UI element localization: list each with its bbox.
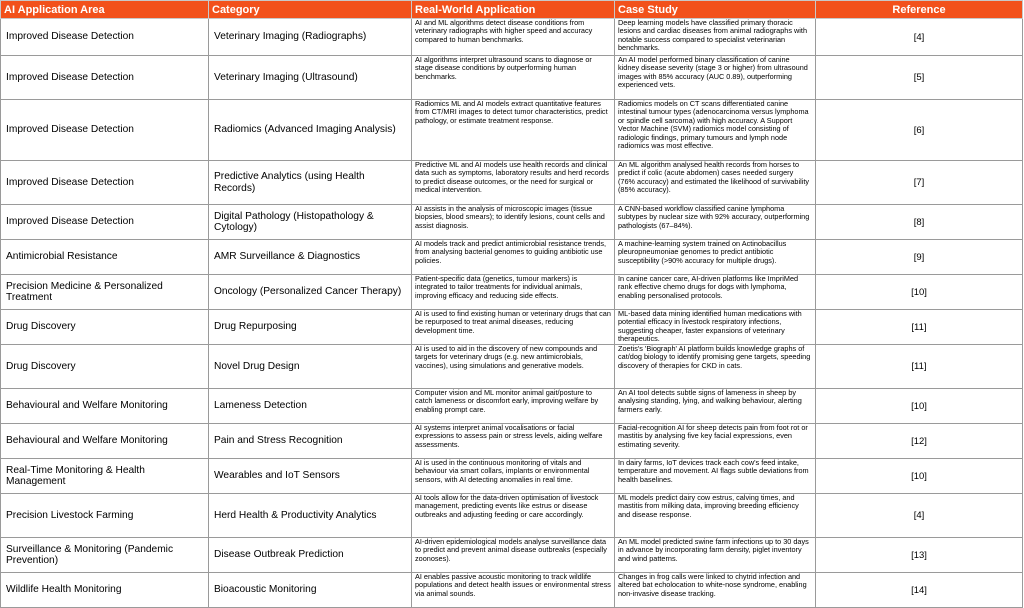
cell-case-study: ML-based data mining identified human medications with potential efficacy in livestock respiratory infections, suggesting cheaper, faster expansions of veterinary therapeutics. xyxy=(615,310,816,345)
cell-area: Drug Discovery xyxy=(1,310,209,345)
cell-area: Improved Disease Detection xyxy=(1,100,209,161)
cell-application: AI algorithms interpret ultrasound scans to diagnose or stage disease conditions by outperforming human benchmarks. xyxy=(412,56,615,100)
cell-reference: [10] xyxy=(816,459,1023,494)
column-header-area: AI Application Area xyxy=(1,1,209,19)
cell-case-study: A CNN-based workflow classified canine lymphoma subtypes by nuclear size with 92% accuracy, outperforming pathologists (67–84%). xyxy=(615,205,816,240)
cell-case-study: Radiomics models on CT scans differentiated canine intestinal tumour types (adenocarcinoma versus lymphoma or spindle cell sarcoma) with high accuracy. A Support Vector Machine (SVM) radiomics model consisting of radiologic findings, primary tumours and lymph node radiomics was most effective. xyxy=(615,100,816,161)
table-row xyxy=(1,161,1023,205)
cell-case-study: Changes in frog calls were linked to chytrid infection and altered bat echolocation to white-nose syndrome, enabling non-invasive disease tracking. xyxy=(615,573,816,608)
cell-application: AI models track and predict antimicrobial resistance trends, from analysing bacterial genomes to guiding antibiotic use policies. xyxy=(412,240,615,275)
cell-category: Drug Repurposing xyxy=(209,310,412,345)
cell-category: Oncology (Personalized Cancer Therapy) xyxy=(209,275,412,310)
cell-reference: [12] xyxy=(816,424,1023,459)
column-header-category: Category xyxy=(209,1,412,19)
table-row xyxy=(1,275,1023,310)
cell-area: Real-Time Monitoring & Health Management xyxy=(1,459,209,494)
cell-area: Improved Disease Detection xyxy=(1,19,209,56)
cell-case-study: An AI tool detects subtle signs of lameness in sheep by analysing standing, lying, and walking behaviour, alerting farmers early. xyxy=(615,389,816,424)
table-row xyxy=(1,459,1023,494)
cell-application: AI enables passive acoustic monitoring to track wildlife populations and detect health issues or environmental stress via animal sounds. xyxy=(412,573,615,608)
cell-category: Digital Pathology (Histopathology & Cytology) xyxy=(209,205,412,240)
table-row xyxy=(1,538,1023,573)
cell-application: Computer vision and ML monitor animal gait/posture to catch lameness or discomfort early, improving welfare by enabling prompt care. xyxy=(412,389,615,424)
cell-area: Precision Livestock Farming xyxy=(1,494,209,538)
cell-case-study: Facial-recognition AI for sheep detects pain from foot rot or mastitis by analysing five key facial expressions, even estimating severity. xyxy=(615,424,816,459)
cell-area: Improved Disease Detection xyxy=(1,205,209,240)
cell-application: AI-driven epidemiological models analyse surveillance data to predict and prevent animal disease outbreaks (especially zoonoses). xyxy=(412,538,615,573)
table-header-row xyxy=(1,1,1023,19)
cell-area: Precision Medicine & Personalized Treatment xyxy=(1,275,209,310)
cell-application: AI is used in the continuous monitoring of vitals and behaviour via smart collars, implants or environmental sensors, with AI detecting anomalies in real time. xyxy=(412,459,615,494)
cell-case-study: Deep learning models have classified primary thoracic lesions and cardiac diseases from animal radiographs with notable success compared to specialist veterinarian benchmarks. xyxy=(615,19,816,56)
cell-category: Bioacoustic Monitoring xyxy=(209,573,412,608)
table-row xyxy=(1,494,1023,538)
cell-area: Behavioural and Welfare Monitoring xyxy=(1,424,209,459)
cell-category: Herd Health & Productivity Analytics xyxy=(209,494,412,538)
cell-reference: [14] xyxy=(816,573,1023,608)
cell-category: AMR Surveillance & Diagnostics xyxy=(209,240,412,275)
cell-application: Radiomics ML and AI models extract quantitative features from CT/MRI images to detect tumor characteristics, predict pathology, or estimate treatment response. xyxy=(412,100,615,161)
cell-reference: [4] xyxy=(816,19,1023,56)
cell-area: Behavioural and Welfare Monitoring xyxy=(1,389,209,424)
cell-area: Wildlife Health Monitoring xyxy=(1,573,209,608)
cell-reference: [11] xyxy=(816,345,1023,389)
cell-reference: [9] xyxy=(816,240,1023,275)
cell-application: AI is used to find existing human or veterinary drugs that can be repurposed to treat animal diseases, reducing development time. xyxy=(412,310,615,345)
cell-reference: [11] xyxy=(816,310,1023,345)
table-row xyxy=(1,100,1023,161)
table-row xyxy=(1,389,1023,424)
cell-reference: [5] xyxy=(816,56,1023,100)
cell-category: Wearables and IoT Sensors xyxy=(209,459,412,494)
cell-application: AI assists in the analysis of microscopic images (tissue biopsies, blood smears); to identify lesions, count cells and assist diagnosis. xyxy=(412,205,615,240)
cell-category: Novel Drug Design xyxy=(209,345,412,389)
table-row xyxy=(1,240,1023,275)
cell-area: Improved Disease Detection xyxy=(1,161,209,205)
cell-category: Veterinary Imaging (Radiographs) xyxy=(209,19,412,56)
cell-reference: [6] xyxy=(816,100,1023,161)
cell-category: Pain and Stress Recognition xyxy=(209,424,412,459)
cell-application: Predictive ML and AI models use health records and clinical data such as symptoms, laboratory results and herd records to predict disease outcomes, or the need for surgical or medical intervention. xyxy=(412,161,615,205)
cell-reference: [7] xyxy=(816,161,1023,205)
cell-category: Lameness Detection xyxy=(209,389,412,424)
cell-category: Predictive Analytics (using Health Records) xyxy=(209,161,412,205)
cell-application: AI and ML algorithms detect disease conditions from veterinary radiographs with higher speed and accuracy compared to human benchmarks. xyxy=(412,19,615,56)
cell-case-study: In canine cancer care, AI-driven platforms like ImpriMed rank effective chemo drugs for dogs with lymphoma, enabling personalised protocols. xyxy=(615,275,816,310)
column-header-case-study: Case Study xyxy=(615,1,816,19)
table-row xyxy=(1,310,1023,345)
cell-reference: [4] xyxy=(816,494,1023,538)
cell-reference: [8] xyxy=(816,205,1023,240)
table-row xyxy=(1,56,1023,100)
cell-case-study: Zoetis's 'Biograph' AI platform builds knowledge graphs of cat/dog biology to identify promising gene targets, speeding discovery of therapies for CKD in cats. xyxy=(615,345,816,389)
cell-category: Veterinary Imaging (Ultrasound) xyxy=(209,56,412,100)
table-row xyxy=(1,205,1023,240)
cell-case-study: In dairy farms, IoT devices track each cow's feed intake, temperature and movement. AI flags subtle deviations from health baselines. xyxy=(615,459,816,494)
cell-case-study: ML models predict dairy cow estrus, calving times, and mastitis from milking data, improving breeding efficiency and disease response. xyxy=(615,494,816,538)
table-row xyxy=(1,345,1023,389)
cell-area: Antimicrobial Resistance xyxy=(1,240,209,275)
table-body xyxy=(1,19,1023,608)
table-row xyxy=(1,19,1023,56)
column-header-application: Real-World Application xyxy=(412,1,615,19)
cell-category: Disease Outbreak Prediction xyxy=(209,538,412,573)
cell-area: Improved Disease Detection xyxy=(1,56,209,100)
cell-case-study: An ML algorithm analysed health records from horses to predict if colic (acute abdomen) cases needed surgery (76% accuracy) and estimated the likelihood of survivability (85% accuracy). xyxy=(615,161,816,205)
cell-application: AI tools allow for the data-driven optimisation of livestock management, predicting events like estrus or disease outbreaks and adjusting feeding or care accordingly. xyxy=(412,494,615,538)
column-header-reference: Reference xyxy=(816,1,1023,19)
table-row xyxy=(1,424,1023,459)
cell-area: Drug Discovery xyxy=(1,345,209,389)
cell-application: AI systems interpret animal vocalisations or facial expressions to assess pain or stress levels, aiding welfare assessments. xyxy=(412,424,615,459)
cell-case-study: An ML model predicted swine farm infections up to 30 days in advance by incorporating farm density, piglet inventory and wind patterns. xyxy=(615,538,816,573)
cell-case-study: An AI model performed binary classification of canine kidney disease severity (stage 3 or higher) from ultrasound images with 85% accuracy (AUC 0.89), outperforming experienced vets. xyxy=(615,56,816,100)
cell-application: AI is used to aid in the discovery of new compounds and targets for veterinary drugs (e.g. new antimicrobials, vaccines), using simulations and generative models. xyxy=(412,345,615,389)
cell-reference: [10] xyxy=(816,389,1023,424)
table-row xyxy=(1,573,1023,608)
cell-reference: [13] xyxy=(816,538,1023,573)
cell-case-study: A machine-learning system trained on Actinobacillus pleuropneumoniae genomes to predict antibiotic susceptibility (>90% accuracy for multiple drugs). xyxy=(615,240,816,275)
cell-application: Patient-specific data (genetics, tumour markers) is integrated to tailor treatments for individual animals, improving efficacy and reducing side effects. xyxy=(412,275,615,310)
cell-category: Radiomics (Advanced Imaging Analysis) xyxy=(209,100,412,161)
cell-reference: [10] xyxy=(816,275,1023,310)
cell-area: Surveillance & Monitoring (Pandemic Prevention) xyxy=(1,538,209,573)
